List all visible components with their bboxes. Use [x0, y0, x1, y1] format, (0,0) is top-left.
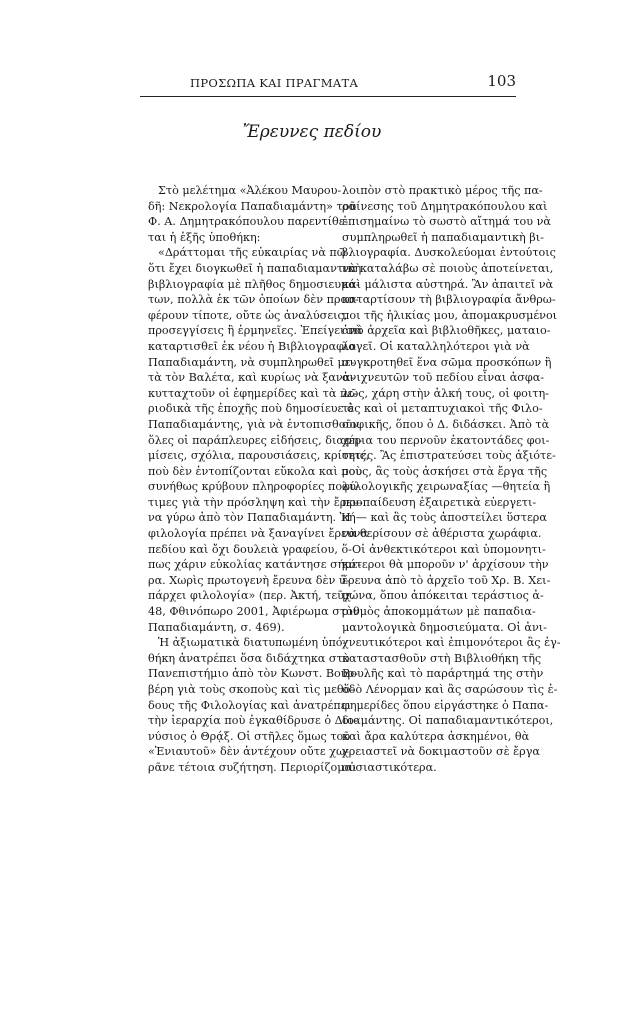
text-line: ρᾶνε τέτοια συζήτηση. Περιορίζομαι: [148, 760, 357, 774]
text-line: Παπαδιαμάντης, γιὰ νὰ ἐντοπισθοῦν: [148, 417, 360, 431]
text-line: ραίνεσης τοῦ Δημητρακόπουλου καὶ: [342, 199, 548, 213]
text-line: Ἡ ἀξιωματικὰ διατυπωμένη ὑπό-: [158, 636, 347, 650]
text-line: 48, Φθινόπωρο 2001, Ἀφιέρωμα στὸν: [148, 605, 360, 619]
text-line: Βουλῆς καὶ τὸ παράρτημά της στὴν: [342, 667, 544, 681]
header-rule: [140, 96, 516, 97]
text-line: τιμες γιὰ τὴν πρόσληψη καὶ τὴν ἔρευ-: [148, 495, 363, 509]
text-line: λοιπὸν στὸ πρακτικὸ μέρος τῆς πα-: [342, 184, 543, 197]
text-line: καὶ ἄρα καλύτερα ἀσκημένοι, θὰ: [342, 729, 530, 743]
text-line: Παπαδιαμάντη, νὰ συμπληρωθεῖ με-: [148, 355, 355, 369]
text-line: καὶ μάλιστα αὐστηρά. Ἂν ἀπαιτεῖ νὰ: [342, 277, 554, 291]
text-line: οὐσιαστικότερα.: [342, 760, 437, 774]
text-line: Φ. Α. Δημητρακόπουλου παρεντίθε-: [148, 215, 349, 229]
text-line: ὅλες οἱ παράπλευρες εἰδήσεις, διαφη-: [148, 433, 363, 447]
text-line: λογεῖ. Οἱ καταλληλότεροι γιὰ νὰ: [342, 339, 530, 353]
text-line: ριοδικὰ τῆς ἐποχῆς ποὺ δημοσίευε ὁ: [148, 402, 354, 416]
text-line: θήκη ἀνατρέπει ὅσα διδάχτηκα στὸ: [148, 651, 350, 665]
page-number: 103: [487, 72, 516, 90]
text-line: ρους, ἂς τοὺς ἀσκήσει στὰ ἔργα τῆς: [342, 464, 548, 478]
text-line: πως χάριν εὐκολίας κατάντησε σήμε-: [148, 558, 362, 572]
text-line: ὅτι ἔχει διογκωθεῖ ἡ παπαδιαμαντικὴ: [148, 261, 362, 275]
text-line: νὰ θερίσουν σὲ ἀθέριστα χωράφια.: [342, 527, 542, 541]
text-line: νὰ καταλάβω σὲ ποιοὺς ἀποτείνεται,: [342, 261, 554, 275]
text-line: ὁδὸ Λένορμαν καὶ ἂς σαρώσουν τὶς ἐ-: [342, 683, 558, 696]
text-line: τὴν ἱεραρχία ποὺ ἐγκαθίδρυσε ὁ Διο-: [148, 714, 358, 728]
text-line: ἔρευνα ἀπὸ τὸ ἀρχεῖο τοῦ Χρ. Β. Χει-: [342, 573, 551, 587]
text-line: χνευτικότεροι καὶ ἐπιμονότεροι ἂς ἐγ-: [342, 636, 561, 650]
text-line: ριθμὸς ἀποκομμάτων μὲ παπαδια-: [342, 605, 536, 619]
text-line: Πανεπιστήμιο ἀπὸ τὸν Κωνστ. Βουρ-: [148, 667, 358, 681]
text-line: φιλολογικῆς χειρωναξίας —θητεία ἢ: [342, 480, 551, 494]
text-line: ποι τῆς ἡλικίας μου, ἀπομακρυσμένοι: [342, 308, 558, 322]
text-line: «Ἐνιαυτοῦ» δὲν ἀντέχουν οὔτε χω-: [148, 745, 349, 759]
text-line: κυτταχτοῦν οἱ ἐφημερίδες καὶ τὰ πε-: [148, 386, 357, 400]
text-line: νύσιος ὁ Θρᾴξ. Οἱ στῆλες ὅμως τοῦ: [148, 729, 351, 743]
text-line: προπαίδευση ἐξαιρετικὰ εὐεργετι-: [342, 495, 537, 509]
text-line: τὲς καὶ οἱ μεταπτυχιακοὶ τῆς Φιλο-: [342, 402, 543, 416]
text-line: μαντολογικὰ δημοσιεύματα. Οἱ ἀνι-: [342, 620, 547, 634]
text-line: των, πολλὰ ἐκ τῶν ὁποίων δὲν προσ-: [148, 293, 359, 307]
text-line: καταρτισθεῖ ἐκ νέου ἡ Βιβλιογραφία: [148, 339, 356, 353]
text-line: μώνα, ὅπου ἀπόκειται τεράστιος ἀ-: [342, 589, 544, 603]
text-line: διαμάντης. Οἱ παπαδιαμαντικότεροι,: [342, 714, 554, 728]
text-line: λῶς, χάρη στὴν ἀλκή τους, οἱ φοιτη-: [342, 386, 549, 400]
text-line: συμπληρωθεῖ ἡ παπαδιαμαντικὴ βι-: [342, 230, 544, 244]
text-line: τητές. Ἂς ἐπιστρατεύσει τοὺς ἀξιότε-: [342, 449, 556, 463]
text-line: προσεγγίσεις ἢ ἑρμηνεῖες. Ἐπείγει νὰ: [148, 324, 363, 338]
text-line: χέρια του περνοῦν ἑκατοντάδες φοι-: [342, 433, 550, 447]
running-head: ΠΡΟΣΩΠΑ ΚΑΙ ΠΡΑΓΜΑΤΑ: [190, 76, 359, 90]
text-line: δῆ: Νεκρολογία Παπαδιαμάντη» τοῦ: [148, 199, 357, 213]
text-line: πάρχει φιλολογία» (περ. Ἀκτή, τεῦχ.: [148, 589, 355, 603]
text-line: να γύρω ἀπὸ τὸν Παπαδιαμάντη. Ἡ: [148, 511, 351, 525]
text-line: καταρτίσουν τὴ βιβλιογραφία ἄνθρω-: [342, 293, 556, 307]
text-line: χρειαστεῖ νὰ δοκιμαστοῦν σὲ ἔργα: [342, 745, 540, 759]
text-line: μίσεις, σχόλια, παρουσιάσεις, κρίσεις,: [148, 449, 370, 463]
text-line: ρα. Χωρὶς πρωτογενὴ ἔρευνα δὲν ὑ-: [148, 573, 350, 587]
text-line: ἀνιχνευτῶν τοῦ πεδίου εἶναι ἀσφα-: [342, 371, 545, 385]
page-header: [140, 74, 516, 94]
text-line: βέρη γιὰ τοὺς σκοποὺς καὶ τὶς μεθό-: [148, 683, 355, 696]
text-line: δους τῆς Φιλολογίας καὶ ἀνατρέπει: [148, 698, 351, 712]
text-line: βλιογραφία. Δυσκολεύομαι ἐντούτοις: [342, 246, 556, 260]
text-line: καταστασθοῦν στὴ Βιβλιοθήκη τῆς: [342, 651, 542, 665]
text-line: φημερίδες ὅπου εἰργάστηκε ὁ Παπα-: [342, 698, 549, 712]
article-title: Ἔρευνες πεδίου: [242, 122, 382, 142]
text-line: Στὸ μελέτημα «Ἀλέκου Μαυρου-: [158, 184, 342, 197]
text-line: συνήθως κρύβουν πληροφορίες πολύ-: [148, 480, 360, 494]
text-line: βιβλιογραφία μὲ πλῆθος δημοσιευμά-: [148, 277, 360, 291]
text-line: φέρουν τίποτε, οὔτε ὡς ἀναλύσεις,: [148, 308, 348, 322]
text-line: ται ἡ ἑξῆς ὑποθήκη:: [148, 230, 261, 244]
text-line: Παπαδιαμάντη, σ. 469).: [148, 620, 285, 634]
text-line: ἐπισημαίνω τὸ σωστὸ αἴτημά του νὰ: [342, 215, 551, 229]
text-line: κή— καὶ ἂς τοὺς ἀποστείλει ὕστερα: [342, 511, 547, 525]
text-line: ποὺ δὲν ἐντοπίζονται εὔκολα καὶ ποὺ: [148, 464, 363, 478]
text-line: φιλολογία πρέπει νὰ ξαναγίνει ἔρευνα: [148, 527, 369, 541]
text-line: κότεροι θὰ μποροῦν ν' ἀρχίσουν τὴν: [342, 558, 549, 572]
text-line: πεδίου καὶ ὄχι δουλειὰ γραφείου, ὅ-: [148, 542, 352, 556]
right-column: [342, 183, 561, 776]
text-line: συγκροτηθεῖ ἕνα σῶμα προσκόπων ἢ: [342, 355, 552, 369]
left-column: [148, 183, 370, 776]
text-line: Οἱ ἀνθεκτικότεροι καὶ ὑπομονητι-: [352, 542, 546, 556]
text-line: σοφικῆς, ὅπου ὁ Δ. διδάσκει. Ἀπὸ τὰ: [342, 417, 550, 431]
text-line: τὰ τὸν Βαλέτα, καὶ κυρίως νὰ ξανα-: [148, 371, 355, 385]
text-line: ἀπὸ ἀρχεῖα καὶ βιβλιοθῆκες, ματαιο-: [342, 324, 551, 338]
text-line: «Δράττομαι τῆς εὐκαιρίας νὰ πῶ: [158, 246, 346, 260]
